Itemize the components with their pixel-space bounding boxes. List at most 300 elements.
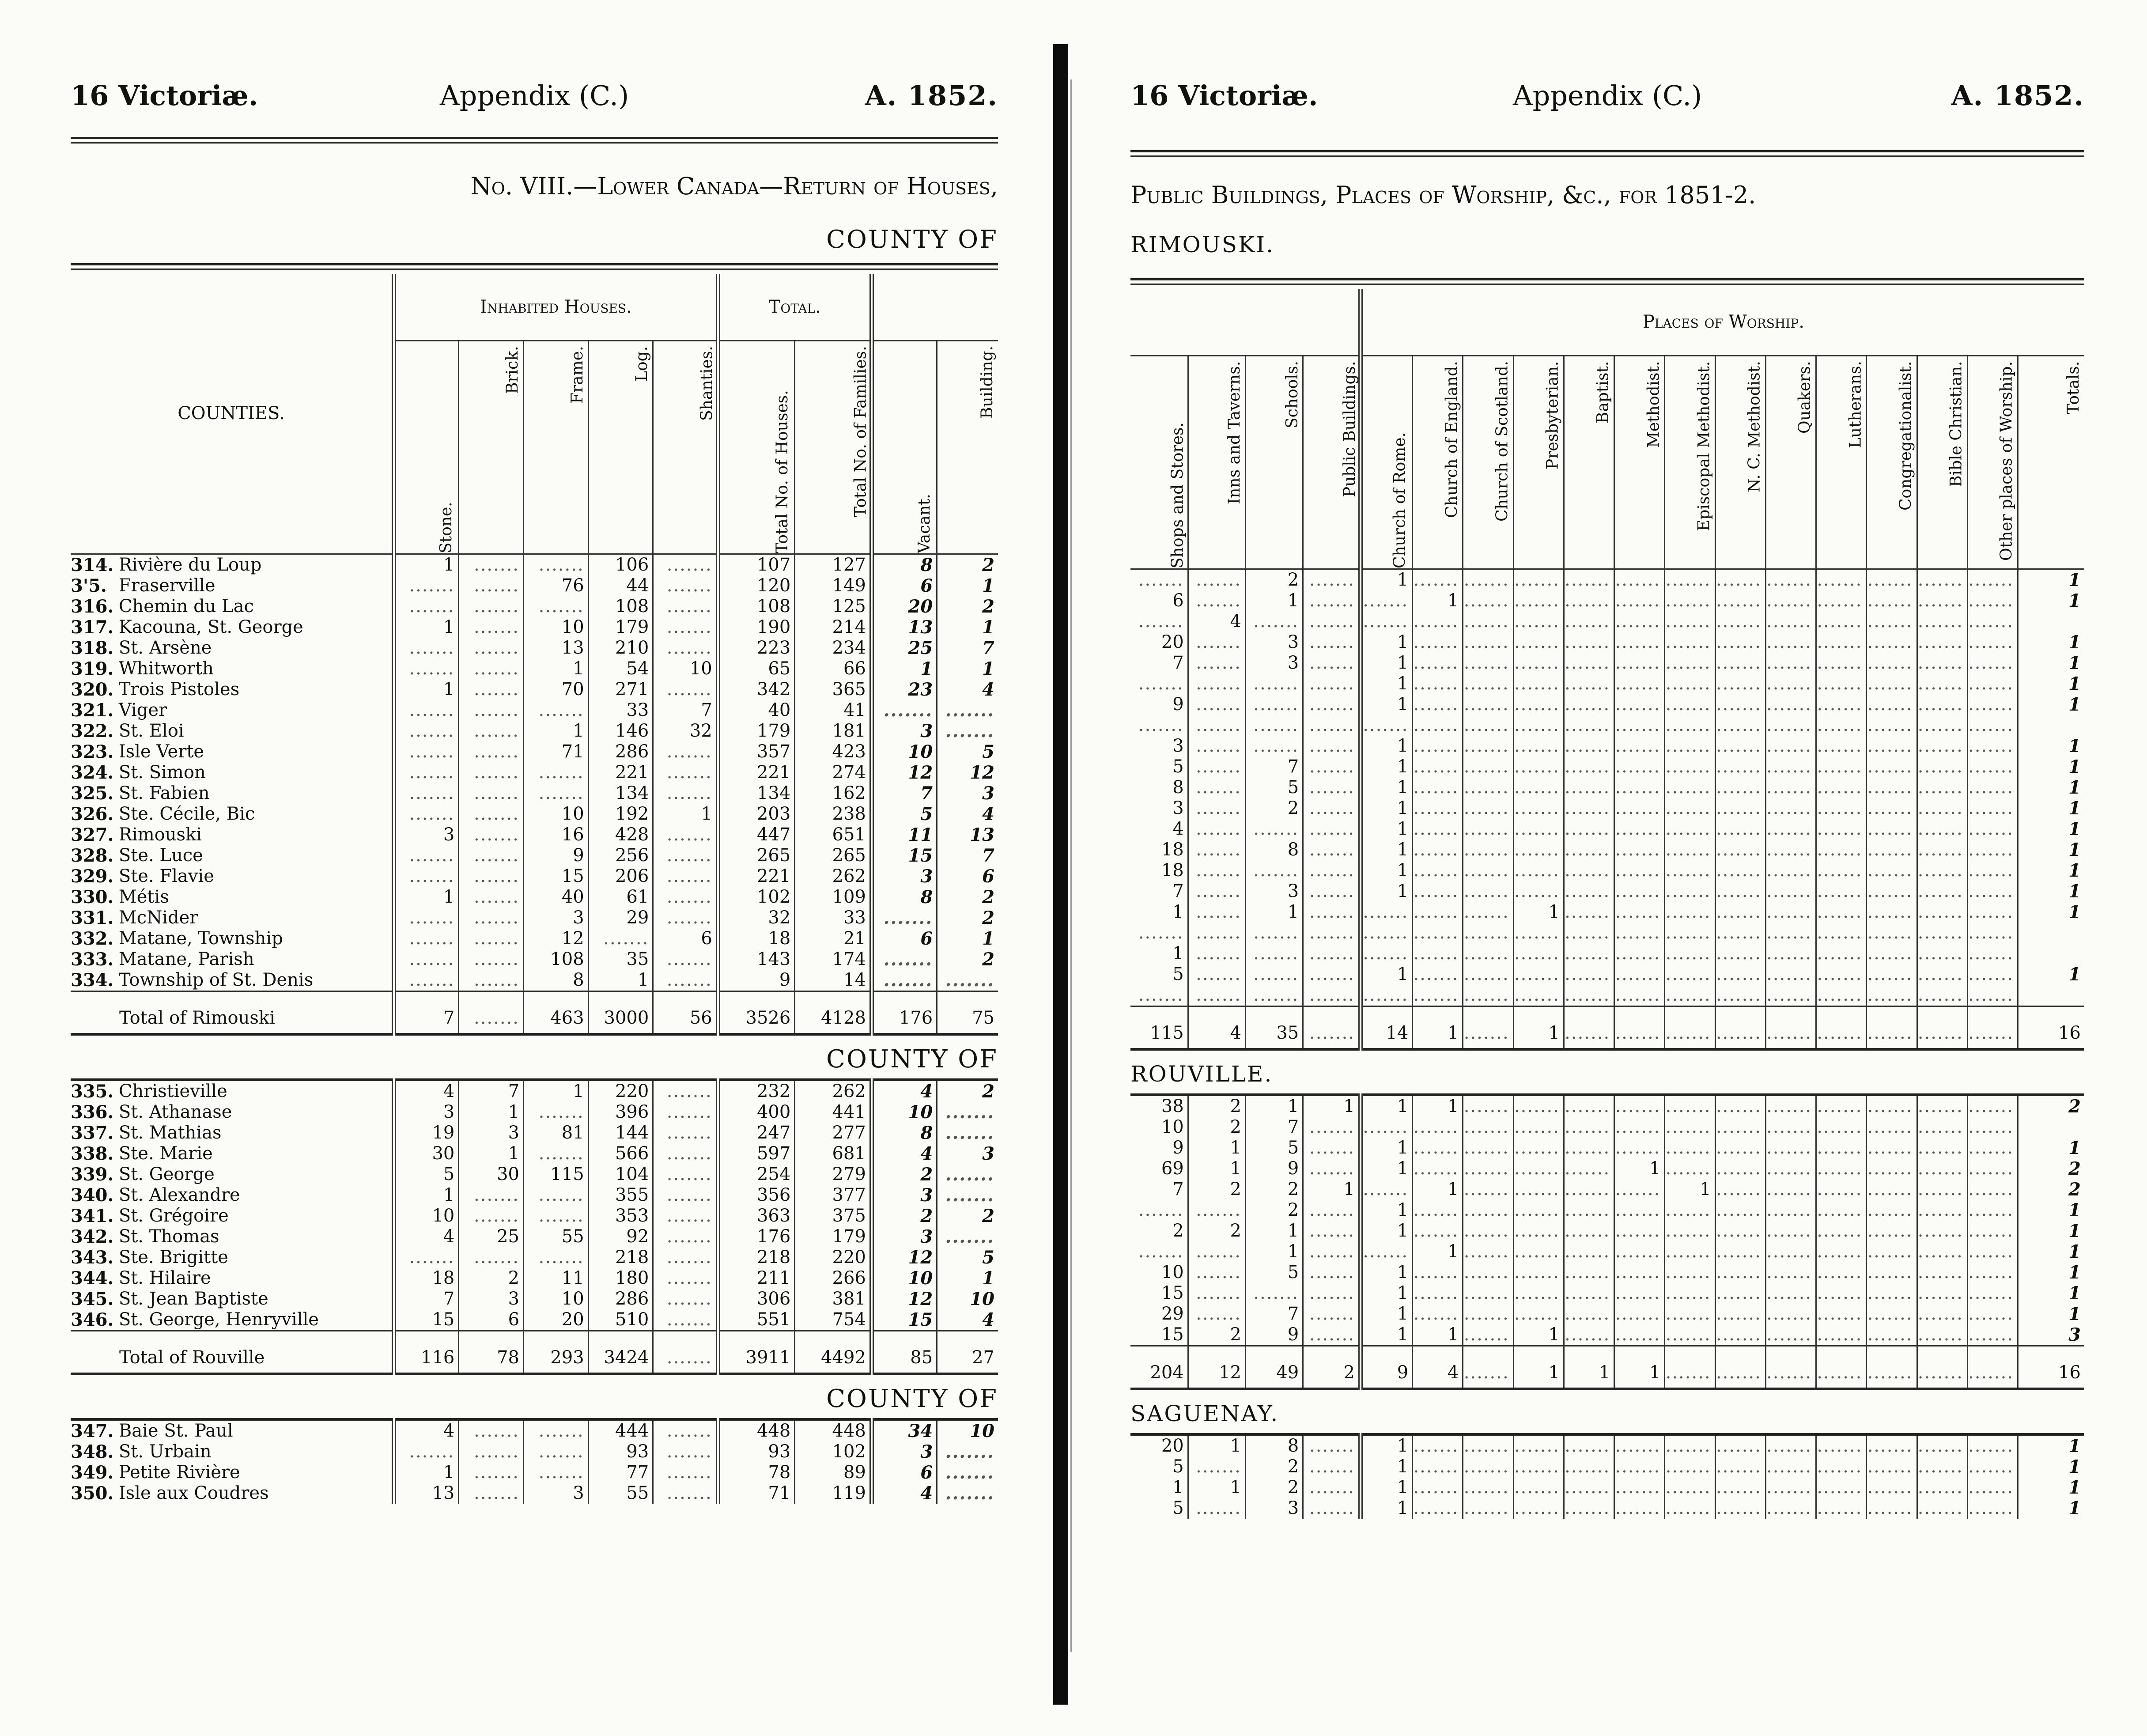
table-row [71,1309,998,1331]
cell-value: 1 [2018,1304,2084,1324]
cell-value: 221 [588,762,653,783]
cell-value: 9 [1172,1138,1184,1158]
header-rule-thin-right [1130,155,2084,157]
cell-value: ....... [1917,1304,1967,1324]
cell-value: ....... [1564,694,1614,715]
total-value: ....... [1715,1346,1765,1389]
cell-value: ....... [1765,777,1816,798]
cell-value: ....... [1188,985,1245,1006]
cell-value: 10 [524,1289,589,1309]
cell-value: 356 [718,1185,795,1206]
cell-value: ....... [524,762,589,783]
parish-name: Ste. Luce [118,845,203,866]
cell-value: ....... [1303,611,1361,632]
cell-value: ....... [653,908,718,928]
total-value: 49 [1246,1346,1303,1389]
table-row [1130,1221,2084,1241]
parish-number: 328. [71,845,114,866]
cell-value: 597 [718,1143,795,1164]
cell-value: ....... [1816,985,1867,1006]
county-of-label: COUNTY OF [826,225,998,254]
cell-value: 4 [1188,611,1245,632]
cell-value: ....... [1138,1241,1184,1262]
cell-value: 69 [1161,1158,1184,1179]
cell-value: ....... [1413,840,1463,860]
cell-value: 1 [459,1143,524,1164]
cell-value: ....... [1765,840,1816,860]
parish-number: 345. [71,1289,114,1309]
cell-value: ....... [1463,756,1513,777]
cell-value: ....... [653,1268,718,1289]
cell-value: ....... [1303,881,1361,902]
cell-value: 12 [872,762,937,783]
parish-number: 333. [71,949,114,970]
cell-value: 238 [795,804,872,825]
cell-value: ....... [1715,1477,1765,1498]
cell-value: ....... [459,679,524,700]
cell-value: ....... [653,1164,718,1185]
parish-number: 341. [71,1206,114,1226]
cell-value: ....... [1413,964,1463,985]
cell-value: ....... [524,1102,589,1123]
total-value: ....... [1463,1006,1513,1050]
cell-value: ....... [394,908,459,928]
cell-value: 444 [588,1419,653,1441]
cell-value: ....... [1303,860,1361,881]
cell-value: 1 [1303,1095,1361,1117]
cell-value: ....... [1967,569,2018,591]
right-page [1130,0,2084,1736]
cell-value: ....... [653,1309,718,1331]
table-row [71,658,998,679]
cell-value: ....... [394,970,459,991]
cell-value: 33 [588,700,653,721]
table-row [1130,1095,2084,1117]
cell-value: ....... [1614,881,1665,902]
cell-value: ....... [1188,923,1245,943]
cell-value: ....... [1867,632,1917,653]
total-value: ....... [1816,1006,1867,1050]
regnal-year: 16 Victoriæ. [71,79,258,112]
cell-value: ....... [1967,590,2018,611]
cell-value: 1 [1361,1221,1413,1241]
parish-name: Fraserville [118,575,215,596]
cell-value: 1 [1413,1095,1463,1117]
cell-value: 10 [872,1268,937,1289]
cell-value: 2 [1246,1477,1303,1498]
cell-value: ....... [459,721,524,741]
cell-value: ....... [1413,736,1463,756]
cell-value: ....... [1138,923,1184,943]
table-row [71,783,998,804]
cell-value: ....... [1917,611,1967,632]
cell-value: ....... [1564,569,1614,591]
cell-value: ....... [1413,1221,1463,1241]
cell-value: ....... [1917,1324,1967,1346]
cell-value: ....... [1413,923,1463,943]
cell-value: ....... [1917,715,1967,736]
cell-value: 13 [937,825,998,845]
cell-value: ....... [653,762,718,783]
cell-value: ....... [1917,1138,1967,1158]
cell-value: ....... [1967,1477,2018,1498]
cell-value: 1 [2018,1221,2084,1241]
cell-value: 1 [1246,1095,1303,1117]
cell-value: ....... [524,596,589,617]
left-page [71,0,998,1736]
cell-value: ....... [1917,1498,1967,1519]
cell-value: ....... [1413,1477,1463,1498]
cell-value: 12 [524,928,589,949]
parish-number: 329. [71,866,114,887]
cell-value: 3 [872,1185,937,1206]
total-value: ....... [1564,1006,1614,1050]
cell-value: ....... [1715,611,1765,632]
parish-number: 349. [71,1462,114,1483]
cell-value: 76 [524,575,589,596]
table-row [1130,1179,2084,1200]
cell-value: ....... [1867,673,1917,694]
parish-number: 334. [71,970,114,991]
cell-value: 3 [459,1289,524,1309]
cell-value: 206 [588,866,653,887]
cell-value: ....... [1765,611,1816,632]
cell-value: ....... [1967,1158,2018,1179]
parish-number: 350. [71,1483,114,1504]
cell-value: 357 [718,741,795,762]
cell-value: 1 [2018,881,2084,902]
cell-value: 2 [1246,569,1303,591]
cell-value: 342 [718,679,795,700]
cell-value: ....... [1967,819,2018,840]
table-row [1130,653,2084,673]
cell-value: ....... [1188,943,1245,964]
cell-value: ....... [1867,923,1917,943]
cell-value: ....... [1816,1117,1867,1138]
cell-value: 2 [1246,1456,1303,1477]
cell-value: ....... [1513,1221,1564,1241]
cell-value: 65 [718,658,795,679]
total-value: 116 [394,1331,459,1374]
cell-value: ....... [1413,1434,1463,1456]
cell-value: ....... [459,970,524,991]
cell-value: 1 [1361,653,1413,673]
table-row [1130,632,2084,653]
counties-header: COUNTIES. [71,274,394,554]
col-header-total-no-of-houses: Total No. of Houses. [718,341,795,554]
cell-value: 40 [524,887,589,908]
cell-value: 1 [653,804,718,825]
cell-value: ....... [1303,1283,1361,1304]
cell-value: ....... [1413,777,1463,798]
cell-value: ....... [1188,756,1245,777]
page-title-right: Public Buildings, Places of Worship, &c., for 1851-2. [1130,181,1756,209]
cell-value: ....... [1967,840,2018,860]
parish-number: 332. [71,928,114,949]
cell-value: 8 [1246,840,1303,860]
cell-value: 12 [872,1247,937,1268]
table-row [1130,1138,2084,1158]
cell-value: ....... [1816,653,1867,673]
cell-value: ....... [1715,964,1765,985]
parish-name: McNider [118,908,198,928]
total-value: ....... [653,1331,718,1374]
cell-value: ....... [394,741,459,762]
cell-value: ....... [1513,798,1564,819]
cell-value: ....... [1463,1477,1513,1498]
cell-value: ....... [1513,881,1564,902]
cell-value: ....... [1715,943,1765,964]
table-row [71,741,998,762]
cell-value: ....... [1665,1283,1715,1304]
county-of-divider: COUNTY OF [71,1034,998,1080]
cell-value: 30 [459,1164,524,1185]
cell-value: ....... [1715,1262,1765,1283]
cell-value: ....... [1413,715,1463,736]
cell-value: 2 [1188,1095,1245,1117]
table-row [1130,756,2084,777]
cell-value: 754 [795,1309,872,1331]
cell-value: 179 [718,721,795,741]
cell-value: ....... [1463,736,1513,756]
cell-value: ....... [1303,1241,1361,1262]
cell-value: ....... [1816,694,1867,715]
cell-value: ....... [1816,1200,1867,1221]
parish-number: 319. [71,658,114,679]
cell-value: ....... [1715,923,1765,943]
table-row [71,1419,998,1441]
total-row [71,1331,998,1374]
cell-value: ....... [1665,943,1715,964]
table-row [71,554,998,576]
cell-value: ....... [1867,569,1917,591]
cell-value: 20 [1161,1436,1184,1456]
cell-value: 3 [1172,736,1184,756]
cell-value: 7 [937,845,998,866]
cell-value: ....... [1413,943,1463,964]
cell-value: ....... [1917,777,1967,798]
cell-value: 448 [718,1419,795,1441]
cell-value: ....... [1765,1117,1816,1138]
cell-value: ....... [653,783,718,804]
cell-value: 2 [937,949,998,970]
col-header-vacant: Vacant. [872,341,937,554]
total-value: 3000 [588,991,653,1035]
cell-value: ....... [1564,673,1614,694]
cell-value: ....... [653,596,718,617]
cell-value: ....... [1513,1200,1564,1221]
cell-value: ....... [1967,1304,2018,1324]
cell-value: ....... [1715,819,1765,840]
cell-value: ....... [1816,1095,1867,1117]
cell-value: ....... [1967,1434,2018,1456]
cell-value: ....... [1246,860,1303,881]
cell-value: ....... [872,700,937,721]
cell-value: 108 [718,596,795,617]
parish-name: St. Urbain [118,1441,212,1462]
cell-value: ....... [524,1247,589,1268]
table-row [71,1268,998,1289]
col-header-frame: Frame. [524,341,589,554]
cell-value: 61 [588,887,653,908]
cell-value: ....... [1867,1304,1917,1324]
cell-value: 4 [937,679,998,700]
cell-value: ....... [653,575,718,596]
cell-value: ....... [1188,860,1245,881]
cell-value: ....... [937,1164,998,1185]
table-top-rule [71,263,998,265]
cell-value: ....... [1614,1200,1665,1221]
cell-value: ....... [1665,756,1715,777]
cell-value: ....... [1303,923,1361,943]
cell-value: ....... [937,700,998,721]
cell-value: 6 [937,866,998,887]
cell-value: 1 [1172,943,1184,964]
cell-value: ....... [1765,632,1816,653]
cell-value: ....... [1463,985,1513,1006]
cell-value: 181 [795,721,872,741]
cell-value: 2 [1188,1179,1245,1200]
cell-value: ....... [1303,632,1361,653]
cell-value: ....... [1463,1241,1513,1262]
cell-value: ....... [1665,1498,1715,1519]
cell-value: ....... [1765,943,1816,964]
cell-value: ....... [1564,611,1614,632]
total-value: 204 [1130,1346,1188,1389]
cell-value: ....... [1188,819,1245,840]
header-rule [71,137,998,139]
cell-value: ....... [1665,632,1715,653]
col-header-bible-christian: Bible Christian. [1917,356,1967,569]
cell-value: 10 [1161,1117,1184,1137]
cell-value: ....... [1614,777,1665,798]
table-row [1130,860,2084,881]
cell-value: ....... [459,617,524,638]
cell-value: ....... [1513,736,1564,756]
cell-value: 10 [524,804,589,825]
parish-name: Rimouski [118,825,202,845]
cell-value: 5 [937,741,998,762]
parish-number: 327. [71,825,114,845]
cell-value: ....... [1564,777,1614,798]
cell-value: 13 [394,1483,459,1504]
cell-value: 2 [1246,1200,1303,1221]
cell-value: ....... [1361,985,1413,1006]
cell-value: 1 [1361,1138,1413,1158]
cell-value: ....... [1765,1434,1816,1456]
cell-value: ....... [1917,881,1967,902]
table-row [1130,923,2084,943]
cell-value: ....... [1765,1241,1816,1262]
cell-value: ....... [1765,881,1816,902]
parish-number: 318. [71,638,114,658]
cell-value: 1 [2018,1498,2084,1519]
cell-value: 15 [872,845,937,866]
cell-value: 265 [795,845,872,866]
cell-value: ....... [653,554,718,576]
cell-value: 1 [1614,1158,1665,1179]
parish-number: 331. [71,908,114,928]
cell-value: 1 [2018,653,2084,673]
cell-value: ....... [394,783,459,804]
cell-value: ....... [1513,1138,1564,1158]
cell-value: 1 [2018,1200,2084,1221]
parish-name: Ste. Flavie [118,866,214,886]
cell-value: ....... [1715,756,1765,777]
county-name-divider: ROUVILLE. [1130,1049,2084,1095]
col-header-shops-and-stores: Shops and Stores. [1130,356,1188,569]
cell-value: 12 [872,1289,937,1309]
cell-value: 2 [937,1080,998,1102]
parish-name: Kacouna, St. George [118,617,303,637]
cell-value: ....... [1917,1221,1967,1241]
cell-value: 2 [937,1206,998,1226]
cell-value: 1 [1172,1477,1184,1498]
cell-value: ....... [1867,840,1917,860]
col-header-presbyterian: Presbyterian. [1513,356,1564,569]
cell-value: 3 [1246,632,1303,653]
cell-value: ....... [1564,1138,1614,1158]
cell-value: ....... [1614,1241,1665,1262]
header-rule-right [1130,150,2084,152]
cell-value: ....... [1665,1262,1715,1283]
cell-value: ....... [1564,1221,1614,1241]
cell-value: ....... [1246,1283,1303,1304]
cell-value: ....... [1765,923,1816,943]
cell-value: 19 [394,1123,459,1143]
total-value: 1 [1513,1346,1564,1389]
cell-value: ....... [937,1462,998,1483]
cell-value: ....... [1816,1241,1867,1262]
cell-value: ....... [1564,1434,1614,1456]
cell-value: 93 [718,1441,795,1462]
col-header-log: Log. [588,341,653,554]
cell-value: 254 [718,1164,795,1185]
cell-value: ....... [459,908,524,928]
cell-value: 102 [795,1441,872,1462]
cell-value: ....... [1361,1179,1413,1200]
cell-value: 1 [1361,860,1413,881]
cell-value: 262 [795,866,872,887]
cell-value: ....... [1816,611,1867,632]
total-value: 16 [2018,1346,2084,1389]
cell-value: ....... [1867,1200,1917,1221]
table-row [71,721,998,741]
cell-value: ....... [1765,902,1816,923]
cell-value: 232 [718,1080,795,1102]
cell-value: ....... [1413,653,1463,673]
total-label: Total of Rimouski [71,991,394,1035]
cell-value: ....... [1765,569,1816,591]
cell-value: 120 [718,575,795,596]
cell-value: ....... [1614,1434,1665,1456]
cell-value: 2 [872,1206,937,1226]
cell-value [2018,1117,2084,1138]
cell-value: ....... [1361,902,1413,923]
cell-value: ....... [1413,819,1463,840]
cell-value: ....... [1463,1179,1513,1200]
cell-value: 3 [872,1226,937,1247]
cell-value: ....... [1967,902,2018,923]
cell-value: ....... [459,658,524,679]
col-header-church-of-scotland: Church of Scotland. [1463,356,1513,569]
cell-value: 34 [872,1419,937,1441]
cell-value: ....... [1303,985,1361,1006]
cell-value: 5 [1246,777,1303,798]
cell-value: 2 [1246,1179,1303,1200]
cell-value: ....... [1138,715,1184,735]
cell-value: ....... [1917,632,1967,653]
